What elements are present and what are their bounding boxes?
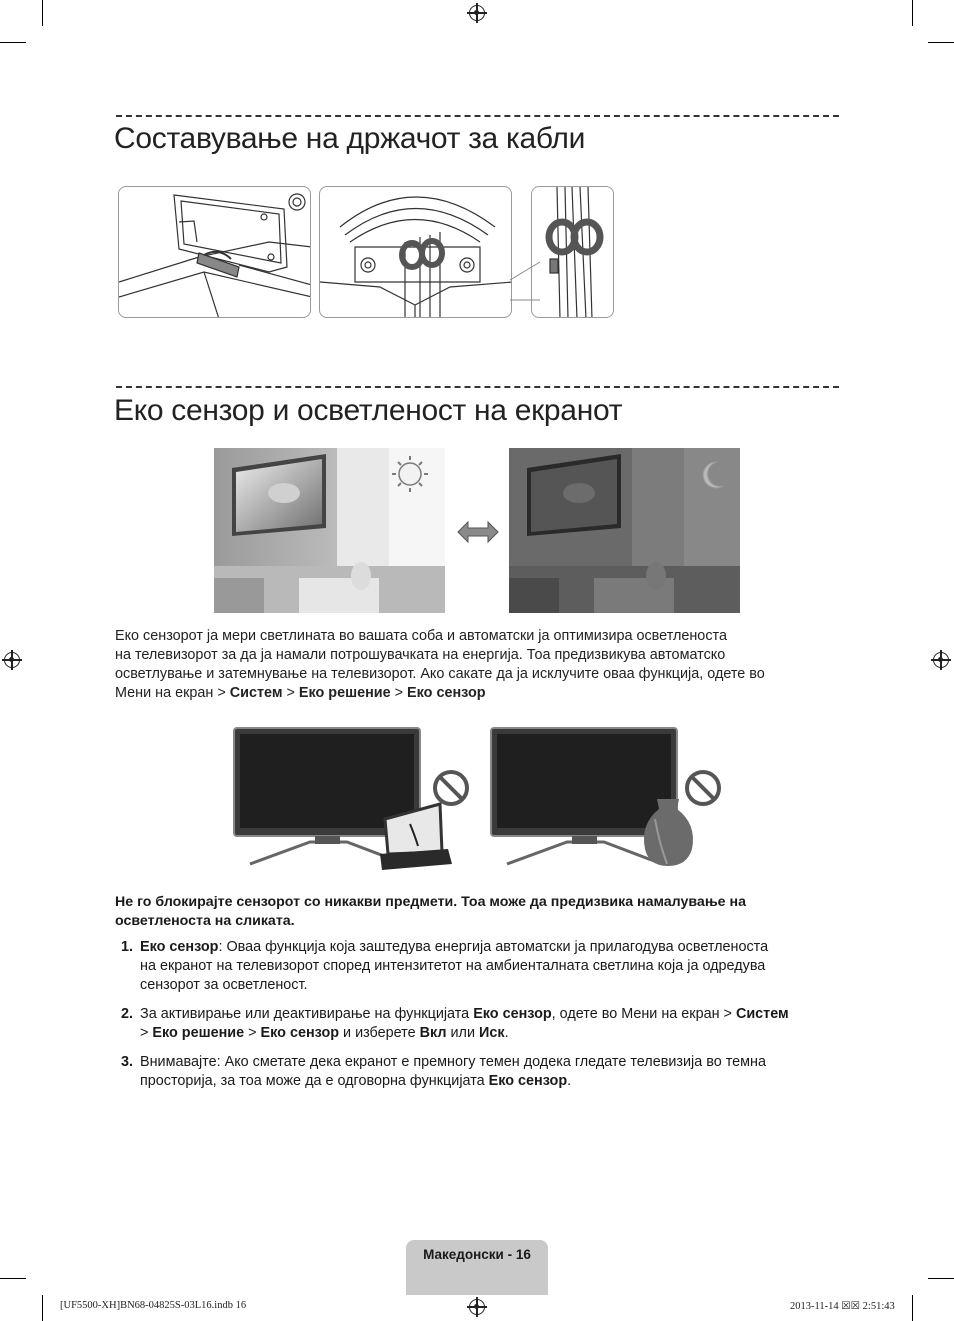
menu-path-system: Систем — [229, 685, 283, 701]
crop-mark — [928, 1278, 954, 1279]
prohibited-icon — [687, 772, 719, 804]
illustration-tv-blocked-by-frame — [230, 724, 480, 874]
print-slug-date: 2013-11-14 ☒☒ 2:51:43 — [790, 1301, 895, 1312]
list-item: 3. Внимавајте: Ако сметате дека екранот е премногу темен додека гледате телевизија во темна просторија, за тоа може да е одговорна функцијата Еко сензор. — [120, 1054, 766, 1089]
illustration-tv-blocked-by-vase — [487, 724, 737, 874]
intro-paragraph: Еко сензорот ја мери светлината во вашата соба и автоматски ја оптимизира осветленоста на телевизорот за да ја намали потрошувачката на енергија. Тоа предизвикува автоматско осветлување и затемнување на телевизорот. Ако сакате да ја исклучите оваа функција, одете во Мени на екран > Систем > Еко решение > Еко сензор — [115, 628, 765, 701]
registration-mark-icon — [469, 1299, 485, 1315]
page-number: Македонски - 16 — [423, 1247, 531, 1262]
photo-dark-room — [509, 448, 740, 613]
print-slug-file: [UF5500-XH]BN68-04825S-03L16.indb 16 — [60, 1300, 247, 1311]
registration-mark-icon — [4, 652, 20, 668]
section-divider — [116, 386, 839, 388]
warning-text: Не го блокирајте сензорот со никакви предмети. Тоа може да предизвика намалување на осветленоста на сликата. — [115, 894, 746, 929]
prohibited-icon — [435, 772, 467, 804]
callout-lines — [0, 0, 954, 400]
menu-path-eco-solution: Еко решение — [298, 685, 391, 701]
double-arrow-icon — [456, 519, 500, 545]
list-item: 2. За активирање или деактивирање на функцијата Еко сензор, одете во Мени на екран > Систем > Еко решение > Еко сензор и изберете Вкл или Иск. — [120, 1006, 789, 1041]
menu-path-eco-sensor: Еко сензор — [407, 685, 486, 701]
crop-mark — [912, 1295, 913, 1321]
photo-bright-room — [214, 448, 445, 613]
crop-mark — [42, 1295, 43, 1321]
registration-mark-icon — [933, 652, 949, 668]
crop-mark — [0, 1278, 26, 1279]
section-title-eco-sensor: Еко сензор и осветленост на екранот — [114, 394, 623, 427]
list-item: 1. Еко сензор: Оваа функција која заштедува енергија автоматски ја прилагодува осветленоста на екранот на телевизорот според интензитетот на амбиенталната светлина која ја одредува сензорот за осветленост. — [120, 939, 769, 993]
section-title-cable-holder: Составување на држачот за кабли — [114, 122, 586, 155]
